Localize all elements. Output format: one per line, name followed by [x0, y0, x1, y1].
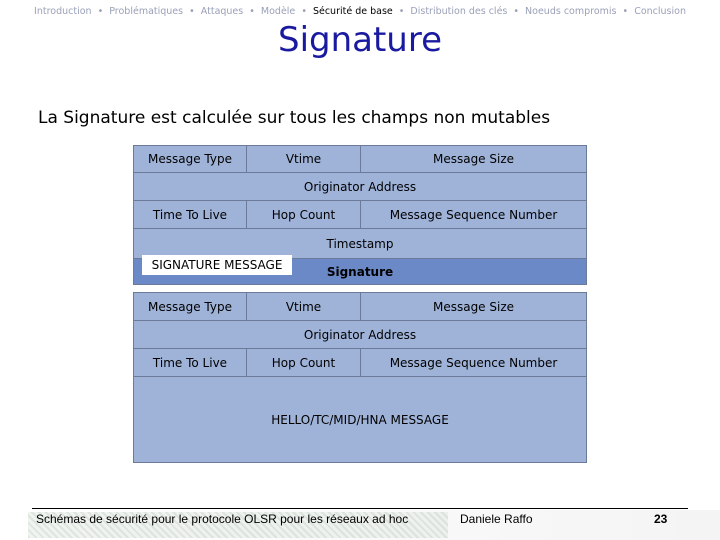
field-label: Message Sequence Number: [389, 355, 558, 370]
p2-message-size-field: [360, 292, 587, 321]
slide-title: Signature: [277, 20, 443, 60]
field-label: Message Type: [148, 152, 232, 166]
p2-message-seq-field: [360, 348, 587, 377]
nav-item-distribution-des-cles[interactable]: Distribution des clés: [410, 6, 508, 17]
field-label: Originator Address: [303, 179, 417, 194]
nav-item-modele[interactable]: Modèle: [260, 6, 296, 17]
intro-text: La Signature est calculée sur tous les champs non mutables: [38, 108, 551, 128]
footer-divider: [32, 508, 688, 509]
nav-separator: •: [513, 6, 520, 17]
nav-item-securite-de-base[interactable]: Sécurité de base: [312, 6, 393, 17]
field-label: Time To Live: [152, 355, 228, 370]
signature-message-label: SIGNATURE MESSAGE: [142, 255, 292, 275]
section-navigation: [0, 6, 720, 17]
p1-vtime-field: [246, 145, 361, 173]
p1-originator-address-field: [133, 172, 587, 201]
field-label: Message Size: [432, 299, 515, 314]
p2-originator-address-field: [133, 320, 587, 349]
p2-vtime-field: [246, 292, 361, 321]
field-label: Vtime: [285, 299, 322, 314]
nav-separator: •: [301, 6, 307, 17]
nav-item-introduction[interactable]: Introduction: [34, 6, 92, 17]
nav-item-noeuds-compromis[interactable]: Noeuds compromis: [525, 6, 617, 17]
footer-author: Daniele Raffo: [460, 512, 533, 526]
field-label: Vtime: [285, 152, 322, 166]
field-label: Message Size: [432, 152, 515, 166]
nav-separator: •: [398, 6, 405, 17]
nav-separator: •: [249, 6, 255, 17]
p1-message-type-field: [133, 145, 247, 173]
page-number: 23: [654, 512, 668, 526]
field-label: Timestamp: [326, 237, 394, 251]
field-label: Signature: [326, 264, 394, 279]
p2-hop-count-field: [246, 348, 361, 377]
field-label: Message Sequence Number: [389, 207, 558, 222]
field-label: Hop Count: [271, 207, 336, 222]
p1-time-to-live-field: [133, 200, 247, 229]
nav-item-attaques[interactable]: Attaques: [200, 6, 244, 17]
nav-item-conclusion[interactable]: Conclusion: [634, 6, 686, 17]
p1-message-size-field: [360, 145, 587, 173]
footer-title: Schémas de sécurité pour le protocole OLSR pour les réseaux ad hoc: [36, 512, 409, 526]
field-label: Message Type: [148, 299, 232, 314]
p1-message-seq-field: [360, 200, 587, 229]
p1-hop-count-field: [246, 200, 361, 229]
p2-payload-field: [133, 376, 587, 463]
p2-message-type-field: [133, 292, 247, 321]
field-label: Originator Address: [303, 327, 417, 342]
nav-separator: •: [97, 6, 104, 17]
p2-time-to-live-field: [133, 348, 247, 377]
field-label: Hop Count: [271, 355, 336, 370]
nav-separator: •: [622, 6, 629, 17]
nav-item-problematiques[interactable]: Problématiques: [109, 6, 184, 17]
field-label: HELLO/TC/MID/HNA MESSAGE: [271, 412, 449, 427]
nav-separator: •: [189, 6, 195, 17]
field-label: Time To Live: [152, 207, 228, 222]
